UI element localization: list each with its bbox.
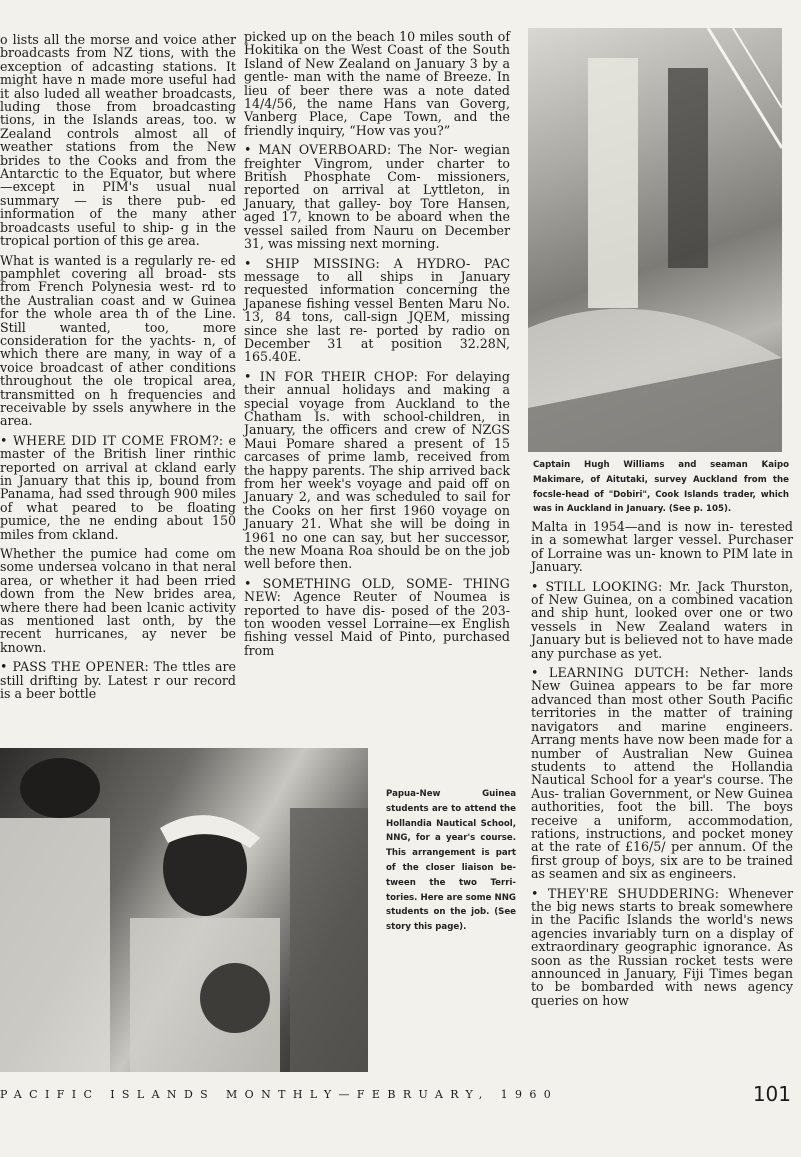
paragraph-body: Mr. Jack Thurston, of New Guinea, on a combined vacation and ship hunt, looked over one or two vessels in New Zealand waters in January but is believed not to have made any purchase as yet. [531, 578, 793, 661]
paragraph [531, 580, 793, 660]
ship-photo [528, 28, 782, 452]
paragraph-body: The Nor- wegian freighter Vingrom, under charter to British Phosphate Com- missioners, reported on arrival at Lyttleton, in January, that galley- boy Tore Hansen, aged 17, known to be aboard when the vessel sailed from Nauru on December 31, was missing next morning. [244, 142, 511, 252]
paragraph-body: Whenever the big news starts to break somewhere in the Pacific Islands the world's news agencies invariably turn on a display of extraordinary geographic ignorance. As soon as the Russian rocket tests were announced in January, Fiji Times began to be bombarded with news agency queries on how [531, 885, 793, 1008]
page-footer [0, 1084, 801, 1110]
column-middle [244, 30, 510, 663]
paragraph-body: Agence Reuter of Noumea is reported to have dis- posed of the 203-ton wooden vessel Lorraine—ex English fishing vessel Maid of Pinto, purchased from [244, 589, 510, 658]
paragraph [244, 143, 510, 250]
paragraph [244, 577, 510, 657]
paragraph [0, 660, 236, 700]
paragraph [531, 887, 793, 1008]
photo-caption-bottom: Papua-New Guinea students are to attend the Hollandia Nautical School, NNG, for a year's course. This arrangement is part of the closer liaison be- tween the two Terri- tories. Here are some NNG students on the job. (See story this page). [386, 789, 516, 933]
paragraph-body: The ttles are still drifting by. Latest r our record is a beer bottle [0, 659, 236, 702]
paragraph [531, 666, 793, 881]
paragraph: Malta in 1954—and is now in- terested in a somewhat larger vessel. Purchaser of Lorraine was un- known to PIM late in January. [531, 519, 793, 575]
paragraph: What is wanted is a regularly re- ed pamphlet covering all broad- sts from French Polynesia west- rd to the Australian coast and w Guinea for the whole area th of the Line. Still wanted, too, more consideration for the yachts- n, of which there are many, in way of a voice broadcast of ather conditions throughout the ole tropical area, transmitted on h frequencies and receivable by ssels anywhere in the area. [0, 252, 236, 429]
paragraph: picked up on the beach 10 miles south of Hokitika on the West Coast of the South Island of New Zealand on January 3 by a gentle- man with the name of Breeze. In lieu of beer there was a note dated 14/4/56, the name Hans van Goverg, Vanberg Place, Cape Town, and the friendly inquiry, “How vas you?” [244, 29, 510, 138]
paragraph-body: e master of the British liner rinthic reported on arrival at ckland early in January that this ip, bound from Panama, had ssed through 900 miles of what peared to be floating pumice, the ne ending about 150 miles from ckland. [0, 432, 236, 542]
paragraph-body: Nether- lands New Guinea appears to be far more advanced than most other South Pacific territories in the matter of training navigators and marine engineers. Arrang ments have now been made for a number of Australian New Guinea students to attend the Hollandia Nautical School for a year's course. The Aus- tralian Government, or New Guinea authorities, foot the bill. The boys receive a uniform, accommodation, rations, instructions, and pocket money at the rate of £16/5/ per annum. Of the first group of boys, six are to be trained as seamen and six as engineers. [531, 665, 793, 882]
section-kicker: • THEY'RE SHUDDERING: [531, 885, 720, 901]
section-kicker: • PASS THE OPENER: [0, 659, 149, 675]
section-kicker: • MAN OVERBOARD: [244, 142, 392, 158]
section-kicker: • STILL LOOKING: [531, 578, 663, 594]
column-left [0, 33, 236, 707]
paragraph: Whether the pumice had come om some undersea volcano in that neral area, or whether it had been rried down from the New brides area, where there had been lcanic activity as mentioned last onth, by the recent hurricanes, ay never be known. [0, 546, 236, 655]
paragraph-body: A HYDRO- PAC message to all ships in January requested information concerning the Japanese fishing vessel Benten Maru No. 13, 84 tons, call-sign JQEM, missing since she last re- ported by radio on December 31 at position 32.28N, 165.40E. [244, 255, 510, 365]
section-kicker: • LEARNING DUTCH: [531, 665, 690, 681]
ship-photo-illustration [528, 28, 782, 452]
section-kicker: • SOMETHING OLD, SOME- THING NEW: [244, 575, 510, 605]
section-kicker: • WHERE DID IT COME FROM?: [0, 432, 224, 448]
photo-caption-top: Captain Hugh Williams and seaman Kaipo Makimare, of Aitutaki, survey Auckland from the focsle-head of "Dobiri", Cook Islands trader, which was in Auckland in January. (See p. 105). [533, 460, 789, 515]
students-photo [0, 748, 368, 1072]
paragraph [0, 434, 236, 541]
paragraph: o lists all the morse and voice ather broadcasts from NZ tions, with the exception of adcasting stations. It might have n made more useful had it also luded all weather broadcasts, luding those from broadcasting tions, in the Islands areas, too. w Zealand controls almost all of weather stations from the New brides to the Cooks and from the Antarctic to the Equator, but where—except in PIM's usual nual summary — is there pub- ed information of the many ather broadcasts useful to ship- g in the tropical portion of this ge area. [0, 33, 236, 249]
magazine-title: PACIFIC ISLANDS MONTHLY—FEBRUARY, 1960 [0, 1088, 559, 1101]
paragraph-body: For delaying their annual holidays and making a special voyage from Auckland to the Chatham Is. with school-children, in January, the officers and crew of NZGS Maui Pomare shared a present of 15 carcases of prime lamb, received from the happy parents. The ship arrived back from her week's voyage and paid off on January 2, and was scheduled to sail for the Cooks on her first 1960 voyage on January 21. What she will be doing in 1961 no one can say, but her successor, the new Moana Roa should be on the job well before then. [244, 368, 510, 572]
page-number: 101 [752, 1082, 791, 1106]
paragraph [244, 257, 510, 364]
column-right [531, 520, 793, 1013]
section-kicker: • SHIP MISSING: [244, 255, 380, 271]
students-photo-illustration [0, 748, 368, 1072]
section-kicker: • IN FOR THEIR CHOP: [244, 368, 419, 384]
paragraph [244, 370, 510, 571]
